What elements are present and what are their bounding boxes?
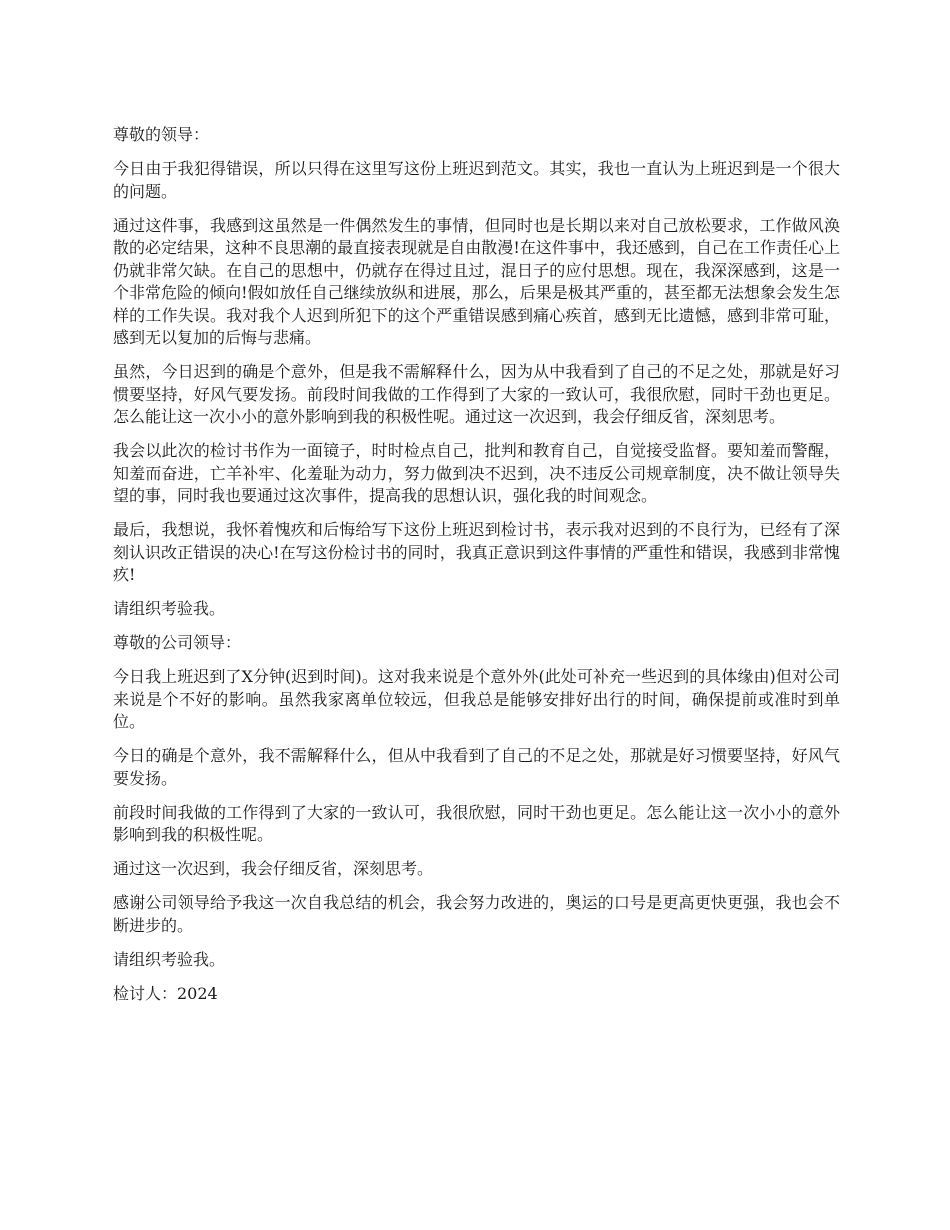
body-paragraph: 虽然，今日迟到的确是个意外，但是我不需解释什么，因为从中我看到了自己的不足之处，那就是好习惯要坚持，好风气要发扬。前段时间我做的工作得到了大家的一致认可，我很欣慰，同时干劲也更足。怎么能让这一次小小的意外影响到我的积极性呢。通过这一次迟到，我会仔细反省，深刻思考。 — [113, 362, 840, 426]
document-body — [113, 124, 840, 1017]
body-paragraph: 感谢公司领导给予我这一次自我总结的机会，我会努力改进的，奥运的口号是更高更快更强，我也会不断进步的。 — [113, 893, 840, 935]
body-paragraph: 今日我上班迟到了X分钟(迟到时间)。这对我来说是个意外外(此处可补充一些迟到的具体缘由)但对公司来说是个不好的影响。虽然我家离单位较远，但我总是能够安排好出行的时间，确保提前或准时到单位。 — [113, 667, 840, 731]
closing-line: 请组织考验我。 — [113, 949, 226, 969]
body-paragraph: 今日由于我犯得错误，所以只得在这里写这份上班迟到范文。其实，我也一直认为上班迟到是一个很大的问题。 — [113, 159, 840, 201]
body-paragraph: 今日的确是个意外，我不需解释什么，但从中我看到了自己的不足之处，那就是好习惯要坚持，好风气要发扬。 — [113, 746, 840, 788]
body-paragraph: 最后，我想说，我怀着愧疚和后悔给写下这份上班迟到检讨书，表示我对迟到的不良行为，已经有了深刻认识改正错误的决心!在写这份检讨书的同时，我真正意识到这件事情的严重性和错误，我感到非常愧疚! — [113, 520, 840, 584]
salutation: 尊敬的领导： — [113, 125, 210, 144]
body-paragraph: 我会以此次的检讨书作为一面镜子，时时检点自己，批判和教育自己，自觉接受监督。要知羞而警醒，知羞而奋进，亡羊补牢、化羞耻为动力，努力做到决不迟到，决不违反公司规章制度，决不做让领导失望的事，同时我也要通过这次事件，提高我的思想认识，强化我的时间观念。 — [113, 441, 840, 505]
signature-line: 检讨人：2024 — [113, 983, 218, 1003]
body-paragraph: 前段时间我做的工作得到了大家的一致认可，我很欣慰，同时干劲也更足。怎么能让这一次小小的意外影响到我的积极性呢。 — [113, 802, 840, 844]
salutation: 尊敬的公司领导： — [113, 633, 242, 652]
closing-line: 请组织考验我。 — [113, 599, 226, 618]
body-paragraph: 通过这件事，我感到这虽然是一件偶然发生的事情，但同时也是长期以来对自己放松要求，工作做风涣散的必定结果，这种不良思潮的最直接表现就是自由散漫!在这件事中，我还感到，自己在工作责任心上仍就非常欠缺。在自己的思想中，仍就存在得过且过，混日子的应付思想。现在，我深深感到，这是一个非常危险的倾向!假如放任自己继续放纵和进展，那么，后果是极其严重的，甚至都无法想象会发生怎样的工作失误。我对我个人迟到所犯下的这个严重错误感到痛心疾首，感到无比遗憾，感到非常可耻，感到无以复加的后悔与悲痛。 — [113, 215, 840, 347]
body-paragraph: 通过这一次迟到，我会仔细反省，深刻思考。 — [113, 859, 434, 878]
